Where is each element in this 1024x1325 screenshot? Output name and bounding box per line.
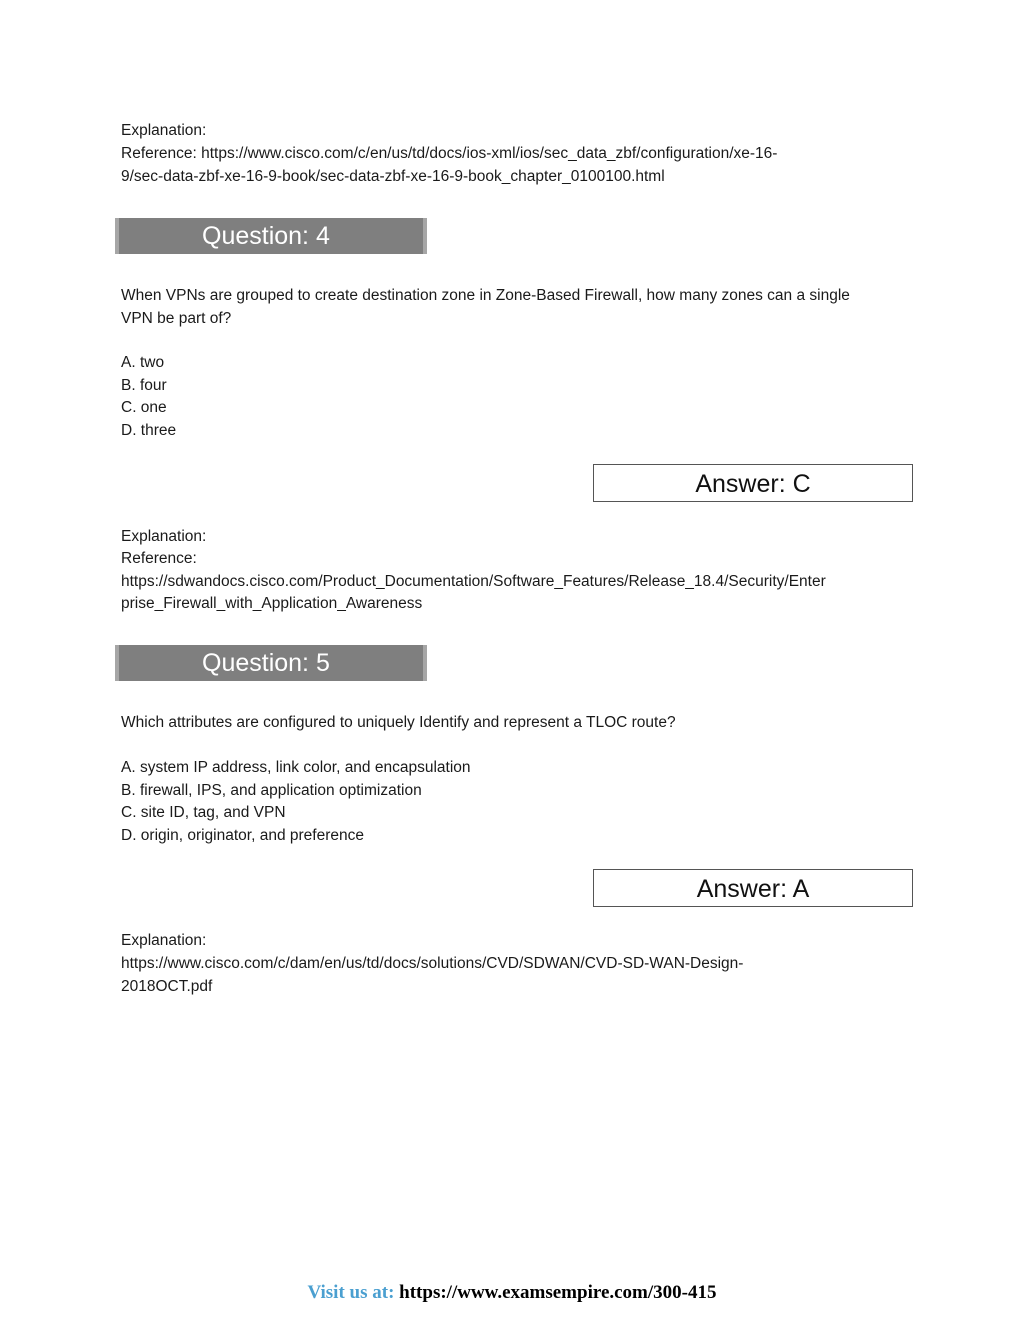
question-5-heading: [115, 645, 427, 681]
question-4-option-d: D. three: [121, 422, 177, 439]
question-5-answer: Answer: A: [696, 875, 810, 903]
question-4-reference-link-continued[interactable]: prise_Firewall_with_Application_Awareness: [121, 595, 423, 612]
question-4-reference-link[interactable]: https://sdwandocs.cisco.com/Product_Documentation/Software_Features/Release_18.4/Security/Enter: [121, 573, 826, 590]
question-5-option-b: B. firewall, IPS, and application optimization: [121, 782, 422, 799]
question-4-reference-label: Reference:: [121, 550, 197, 567]
explanation-label: Explanation:: [121, 122, 207, 139]
question-5-text: Which attributes are configured to uniquely Identify and represent a TLOC route?: [121, 714, 676, 731]
question-4-text-continued: VPN be part of?: [121, 310, 232, 327]
question-5-option-c: C. site ID, tag, and VPN: [121, 804, 286, 821]
footer: [0, 1282, 1024, 1304]
question-5-answer-box: [593, 869, 913, 907]
reference-link-continued[interactable]: 9/sec-data-zbf-xe-16-9-book/sec-data-zbf-xe-16-9-book_chapter_0100100.html: [121, 168, 665, 185]
question-4-text: When VPNs are grouped to create destination zone in Zone-Based Firewall, how many zones can a single: [121, 287, 850, 304]
question-4-explanation-label: Explanation:: [121, 528, 207, 545]
question-4-option-c: C. one: [121, 399, 167, 416]
question-5-title: Question: 5: [202, 649, 330, 677]
question-4-answer-box: [593, 464, 913, 502]
question-5-option-d: D. origin, originator, and preference: [121, 827, 364, 844]
footer-link[interactable]: https://www.examsempire.com/300-415: [399, 1282, 717, 1303]
question-4-answer: Answer: C: [695, 470, 811, 498]
question-4-option-b: B. four: [121, 377, 167, 394]
reference-link[interactable]: Reference: https://www.cisco.com/c/en/us/td/docs/ios-xml/ios/sec_data_zbf/configuration/xe-16-: [121, 145, 778, 162]
question-5-reference-link[interactable]: https://www.cisco.com/c/dam/en/us/td/docs/solutions/CVD/SDWAN/CVD-SD-WAN-Design-: [121, 955, 744, 972]
question-5-reference-link-continued[interactable]: 2018OCT.pdf: [121, 978, 213, 995]
question-4-option-a: A. two: [121, 354, 165, 371]
question-4-title: Question: 4: [202, 222, 330, 250]
question-5-explanation-label: Explanation:: [121, 932, 207, 949]
question-5-option-a: A. system IP address, link color, and encapsulation: [121, 759, 471, 776]
question-4-heading: [115, 218, 427, 254]
footer-label: Visit us at:: [307, 1282, 395, 1303]
